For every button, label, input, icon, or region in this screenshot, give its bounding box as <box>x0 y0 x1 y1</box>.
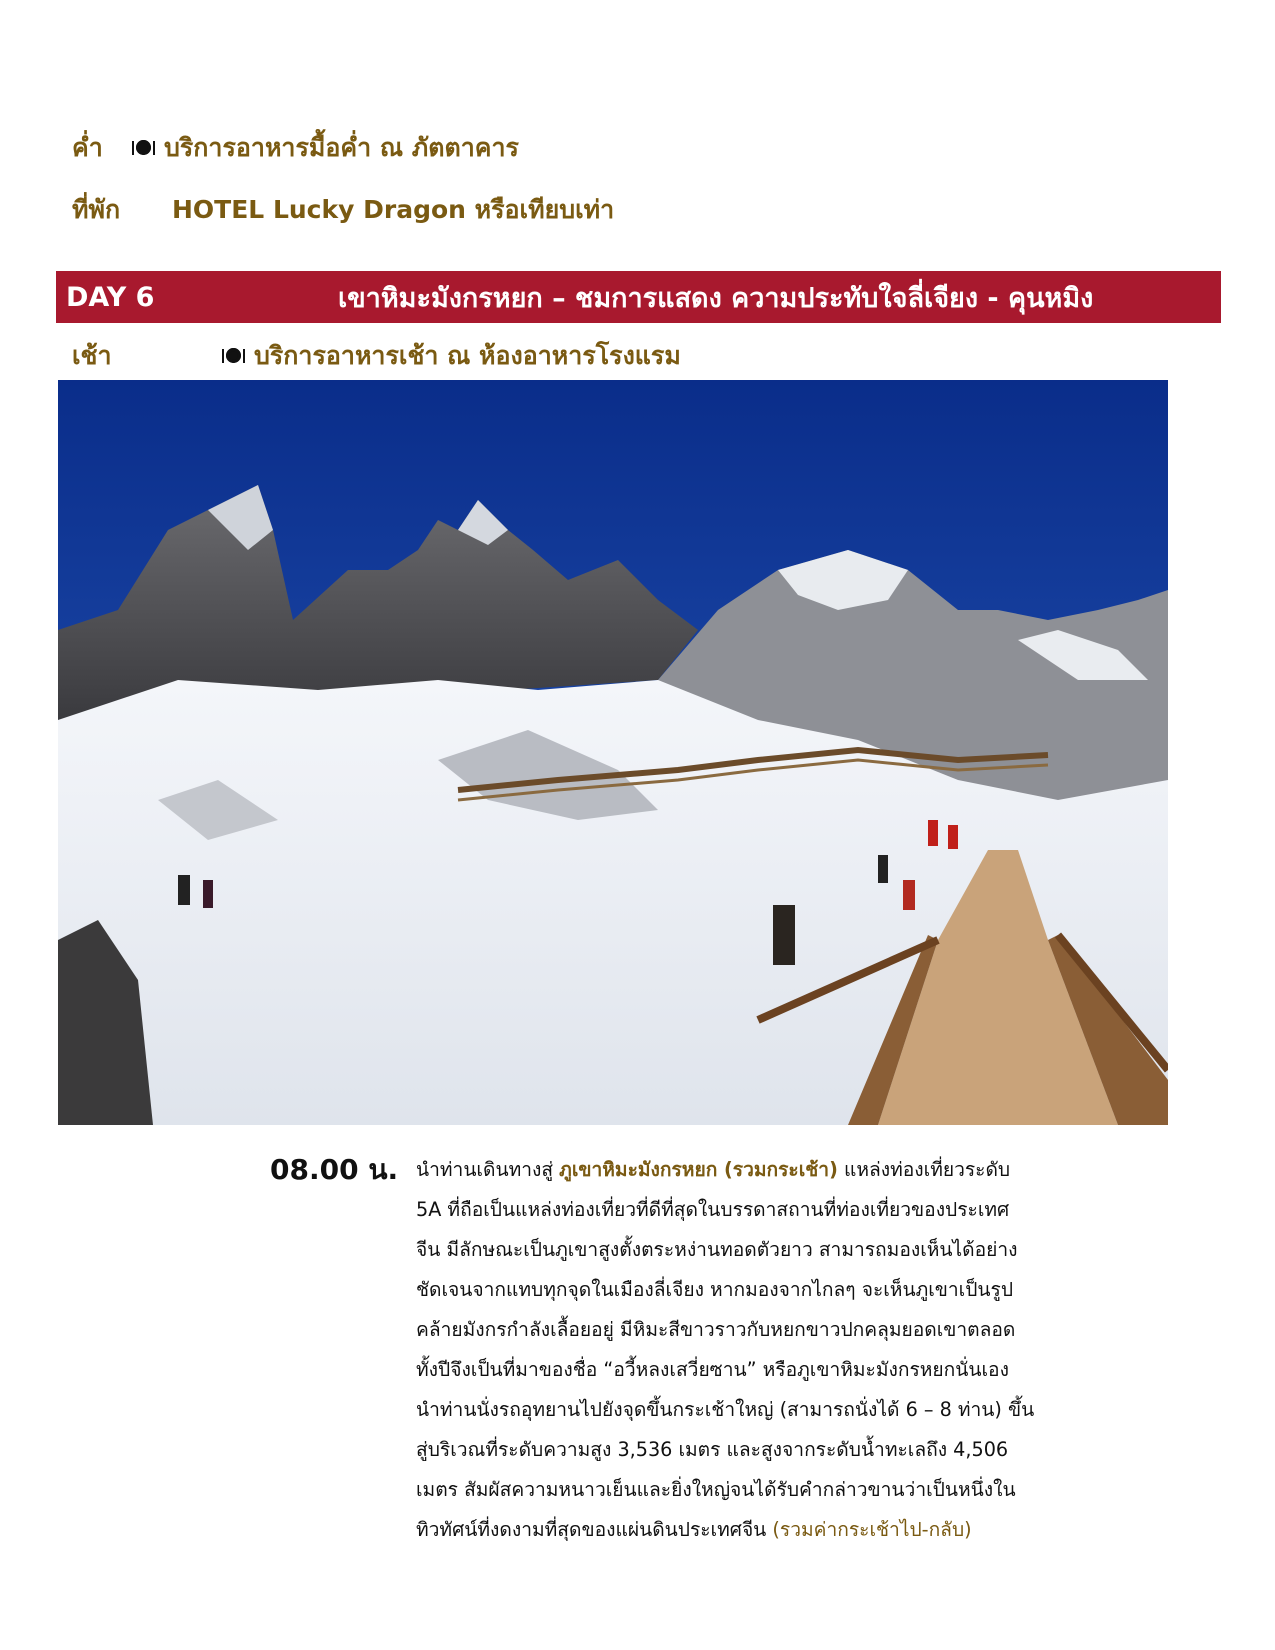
attraction-highlight: ภูเขาหิมะมังกรหยก (รวมกระเช้า) <box>559 1158 838 1181</box>
itinerary-line: คล้ายมังกรกำลังเลื้อยอยู่ มีหิมะสีขาวราวกับหยกขาวปกคลุมยอดเขาตลอด <box>416 1318 1016 1341</box>
breakfast-text: บริการอาหารเช้า ณ ห้องอาหารโรงแรม <box>254 341 681 370</box>
dinner-label: ค่ำ <box>72 133 103 162</box>
itinerary-line: จีน มีลักษณะเป็นภูเขาสูงตั้งตระหง่านทอดตัวยาว สามารถมองเห็นได้อย่าง <box>416 1238 1018 1261</box>
hotel-row <box>72 190 614 230</box>
dinner-plate-icon <box>132 140 154 156</box>
itinerary-line: เมตร สัมผัสความหนาวเย็นและยิ่งใหญ่จนได้รับคำกล่าวขานว่าเป็นหนึ่งใน <box>416 1478 1016 1501</box>
itinerary-line: นำท่านนั่งรถอุทยานไปยังจุดขึ้นกระเช้าใหญ่ (สามารถนั่งได้ 6 – 8 ท่าน) ขึ้น <box>416 1398 1035 1421</box>
itinerary-line-text: แหล่งท่องเที่ยวระดับ <box>837 1158 1011 1181</box>
itinerary-paragraph <box>416 1150 1156 1550</box>
itinerary-line-text: นำท่านเดินทางสู่ <box>416 1158 560 1181</box>
day-number: DAY 6 <box>66 281 155 313</box>
breakfast-label: เช้า <box>72 341 112 370</box>
dinner-row <box>72 128 519 168</box>
itinerary-line: 5A ที่ถือเป็นแหล่งท่องเที่ยวที่ดีที่สุดในบรรดาสถานที่ท่องเที่ยวของประเทศ <box>416 1198 1010 1221</box>
itinerary-line: สู่บริเวณที่ระดับความสูง 3,536 เมตร และสูงจากระดับน้ำทะเลถึง 4,506 <box>416 1438 1009 1461</box>
hotel-label: ที่พัก <box>72 195 121 224</box>
dinner-text: บริการอาหารมื้อค่ำ ณ ภัตตาคาร <box>164 133 519 162</box>
breakfast-row <box>72 336 681 376</box>
itinerary-line-text: ทิวทัศน์ที่งดงามที่สุดของแผ่นดินประเทศจีน <box>416 1518 773 1541</box>
itinerary-line <box>416 1510 1156 1550</box>
itinerary-line <box>416 1150 1156 1190</box>
day-header-bar <box>56 271 1221 323</box>
hotel-text: HOTEL Lucky Dragon หรือเทียบเท่า <box>172 195 615 224</box>
itinerary-time: 08.00 น. <box>270 1153 399 1186</box>
mountain-photo <box>58 380 1168 1125</box>
cable-car-note: (รวมค่ากระเช้าไป-กลับ) <box>772 1518 972 1541</box>
itinerary-line: ชัดเจนจากแทบทุกจุดในเมืองลี่เจียง หากมองจากไกลๆ จะเห็นภูเขาเป็นรูป <box>416 1278 1014 1301</box>
itinerary-line: ทั้งปีจึงเป็นที่มาของชื่อ “อวี้หลงเสวี่ยซาน” หรือภูเขาหิมะมังกรหยกนั่นเอง <box>416 1358 1009 1381</box>
day-title: เขาหิมะมังกรหยก – ชมการแสดง ความประทับใจลี่เจียง - คุนหมิง <box>338 282 1094 314</box>
breakfast-plate-icon <box>222 348 244 364</box>
